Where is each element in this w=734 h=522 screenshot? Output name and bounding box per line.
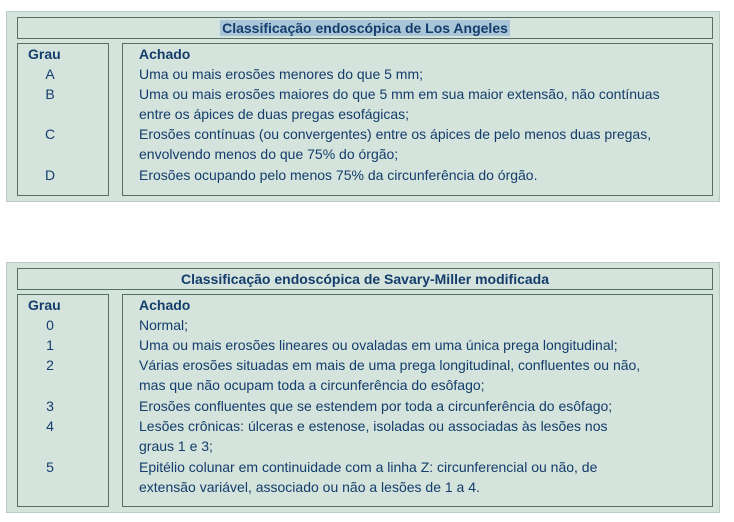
finding-column — [122, 43, 713, 196]
finding-cell: Erosões confluentes que se estendem por toda a circunferência do esôfago; — [139, 398, 613, 414]
grade-cell: B — [45, 86, 55, 102]
grade-cell: 5 — [46, 459, 54, 475]
table-title-bar — [17, 17, 713, 39]
finding-cell: Uma ou mais erosões menores do que 5 mm; — [139, 66, 424, 82]
grade-cell: 1 — [46, 337, 54, 353]
finding-cell: Erosões ocupando pelo menos 75% da circunferência do órgão. — [139, 167, 538, 183]
table-title: Classificação endoscópica de Savary-Miller modificada — [180, 271, 550, 287]
finding-cell: Normal; — [139, 317, 189, 333]
grade-column — [17, 294, 109, 507]
table-title-bar — [17, 268, 713, 290]
grade-cell: 4 — [46, 418, 54, 434]
finding-cell: Erosões contínuas (ou convergentes) entre os ápices de pelo menos duas pregas, envolvendo menos do que 75% do órgão; — [139, 126, 652, 162]
los-angeles-classification-table — [6, 11, 720, 202]
grade-header: Grau — [28, 297, 61, 313]
finding-cell: Epitélio colunar em continuidade com a linha Z: circunferencial ou não, de extensão variável, associado ou não a lesões de 1 a 4. — [139, 459, 598, 495]
savary-miller-classification-table — [6, 262, 720, 513]
grade-cell: D — [44, 167, 56, 183]
table-title: Classificação endoscópica de Los Angeles — [222, 20, 508, 36]
finding-column — [122, 294, 713, 507]
grade-cell: 2 — [46, 357, 54, 373]
grade-cell: 0 — [46, 317, 54, 333]
grade-column — [17, 43, 109, 196]
finding-cell: Várias erosões situadas em mais de uma prega longitudinal, confluentes ou não, mas que não ocupam toda a circunferência do esôfago; — [139, 357, 641, 393]
grade-header: Grau — [28, 46, 61, 62]
finding-cell: Lesões crônicas: úlceras e estenose, isoladas ou associadas às lesões nos graus 1 e 3; — [139, 418, 608, 454]
grade-cell: 3 — [46, 398, 54, 414]
finding-header: Achado — [139, 297, 191, 313]
grade-cell: A — [45, 66, 55, 82]
finding-cell: Uma ou mais erosões maiores do que 5 mm em sua maior extensão, não contínuas entre os ápices de duas pregas esofágicas; — [139, 86, 660, 122]
finding-cell: Uma ou mais erosões lineares ou ovaladas em uma única prega longitudinal; — [139, 337, 618, 353]
grade-cell: C — [44, 126, 56, 142]
finding-header: Achado — [139, 46, 191, 62]
